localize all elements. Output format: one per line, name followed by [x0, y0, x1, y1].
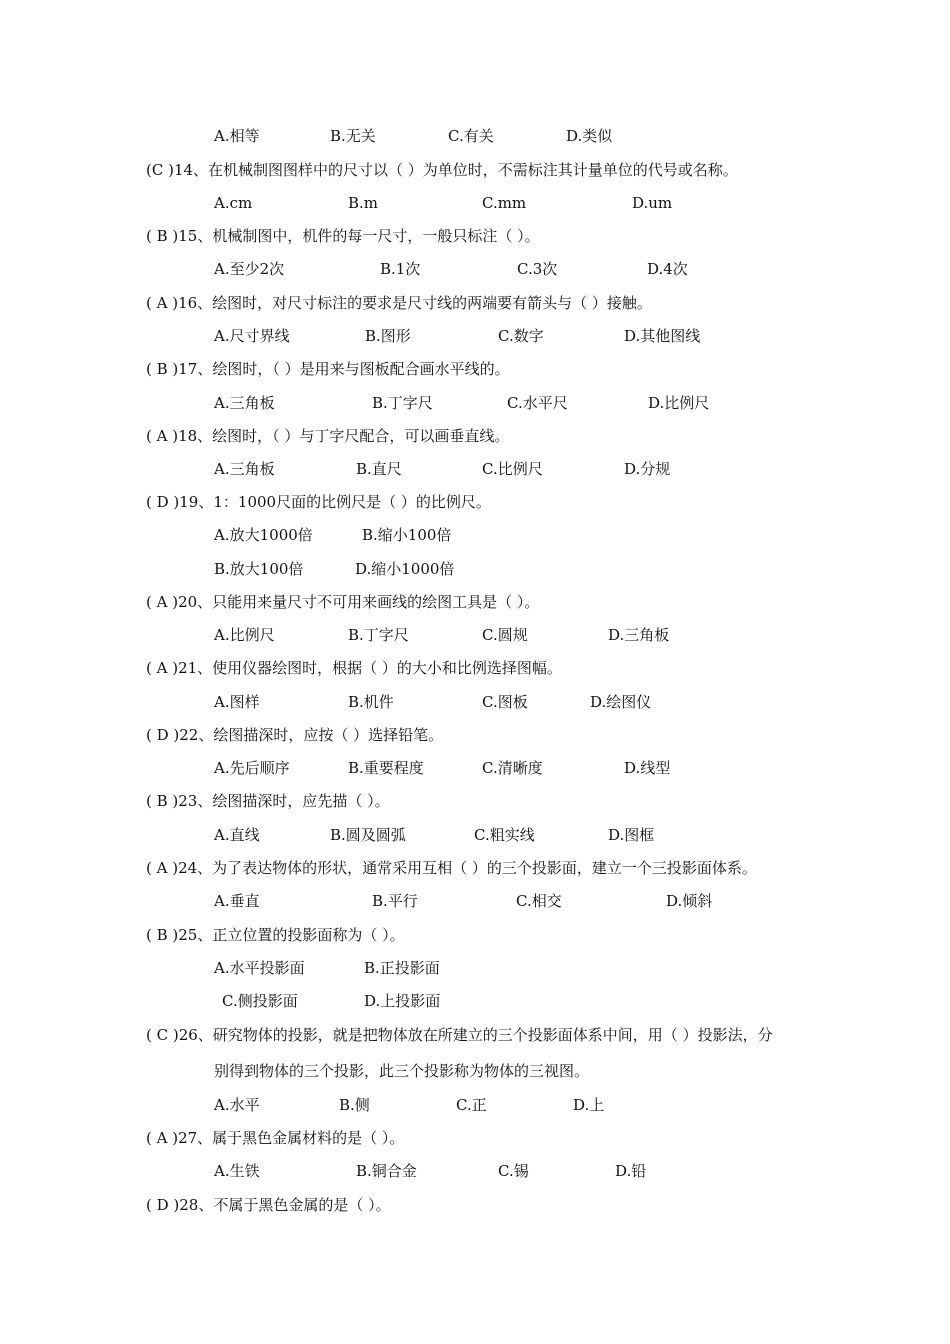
answer-option: A.尺寸界线: [214, 327, 290, 345]
question-text: ( D )19、1：1000尺面的比例尺是（ ）的比例尺。: [146, 493, 491, 511]
question-text: ( B )15、机械制图中，机件的每一尺寸，一般只标注（ ）。: [146, 227, 540, 245]
answer-option: C.锡: [498, 1162, 529, 1180]
answer-option: C.mm: [482, 194, 527, 212]
question-text: ( A )24、为了表达物体的形状，通常采用互相（ ）的三个投影面，建立一个三投影面体系。: [146, 859, 757, 877]
answer-option: A.cm: [214, 194, 253, 212]
answer-option: C.有关: [448, 127, 494, 145]
answer-option: A.比例尺: [214, 626, 275, 644]
question-text: ( B )25、正立位置的投影面称为（ ）。: [146, 926, 405, 944]
answer-option: B.无关: [330, 127, 376, 145]
answer-option: C.圆规: [482, 626, 528, 644]
answer-option: D.4次: [647, 260, 688, 278]
question-continuation: 别得到物体的三个投影，此三个投影称为物体的三视图。: [214, 1062, 590, 1080]
answer-option: A.直线: [214, 826, 260, 844]
question-text: ( D )28、不属于黑色金属的是（ ）。: [146, 1196, 391, 1214]
answer-option: A.三角板: [214, 394, 275, 412]
answer-option: C.数字: [498, 327, 544, 345]
answer-option: B.缩小100倍: [362, 526, 452, 544]
answer-option: C.图板: [482, 693, 528, 711]
answer-option: D.其他图线: [624, 327, 701, 345]
answer-option: A.相等: [214, 127, 260, 145]
answer-option: C.侧投影面: [222, 992, 298, 1010]
answer-option: C.正: [456, 1096, 487, 1114]
answer-option: D.图框: [608, 826, 655, 844]
answer-option: D.三角板: [608, 626, 670, 644]
answer-option: C.3次: [517, 260, 558, 278]
answer-option: C.清晰度: [482, 759, 543, 777]
question-text: ( A )16、绘图时，对尺寸标注的要求是尺寸线的两端要有箭头与（ ）接触。: [146, 294, 652, 312]
answer-option: B.直尺: [356, 460, 402, 478]
answer-option: B.铜合金: [356, 1162, 417, 1180]
answer-option: B.正投影面: [364, 959, 440, 977]
answer-option: D.类似: [566, 127, 613, 145]
question-text: ( B )17、绘图时，（ ）是用来与图板配合画水平线的。: [146, 360, 510, 378]
question-text: ( A )20、只能用来量尺寸不可用来画线的绘图工具是（ ）。: [146, 593, 540, 611]
answer-option: C.水平尺: [507, 394, 568, 412]
answer-option: B.放大100倍: [214, 560, 304, 578]
answer-option: A.至少2次: [214, 260, 285, 278]
answer-option: A.三角板: [214, 460, 275, 478]
answer-option: B.机件: [348, 693, 394, 711]
answer-option: C.相交: [516, 892, 562, 910]
question-text: ( C )26、研究物体的投影，就是把物体放在所建立的三个投影面体系中间，用（ ）投影法，分: [146, 1026, 773, 1044]
answer-option: B.圆及圆弧: [330, 826, 406, 844]
question-text: ( A )21、使用仪器绘图时，根据（ ）的大小和比例选择图幅。: [146, 659, 562, 677]
answer-option: D.上: [573, 1096, 605, 1114]
answer-option: D.um: [632, 194, 673, 212]
answer-option: C.粗实线: [474, 826, 535, 844]
answer-option: D.比例尺: [648, 394, 710, 412]
question-text: ( B )23、绘图描深时，应先描（ ）。: [146, 792, 390, 810]
question-text: ( D )22、绘图描深时，应按（ ）选择铅笔。: [146, 726, 444, 744]
answer-option: A.垂直: [214, 892, 260, 910]
answer-option: C.比例尺: [482, 460, 543, 478]
question-text: (C )14、在机械制图图样中的尺寸以（ ）为单位时，不需标注其计量单位的代号或名称。: [146, 161, 738, 179]
answer-option: D.分规: [624, 460, 671, 478]
answer-option: D.上投影面: [364, 992, 441, 1010]
answer-option: B.m: [348, 194, 379, 212]
answer-option: D.铅: [615, 1162, 647, 1180]
answer-option: A.放大1000倍: [214, 526, 313, 544]
answer-option: B.平行: [372, 892, 418, 910]
answer-option: D.线型: [624, 759, 671, 777]
answer-option: A.水平: [214, 1096, 260, 1114]
answer-option: B.丁字尺: [372, 394, 433, 412]
answer-option: A.水平投影面: [214, 959, 305, 977]
answer-option: B.重要程度: [348, 759, 424, 777]
answer-option: D.倾斜: [666, 892, 713, 910]
answer-option: B.1次: [380, 260, 421, 278]
answer-option: A.生铁: [214, 1162, 260, 1180]
answer-option: A.图样: [214, 693, 260, 711]
answer-option: A.先后顺序: [214, 759, 290, 777]
answer-option: D.绘图仪: [590, 693, 652, 711]
answer-option: B.丁字尺: [348, 626, 409, 644]
answer-option: B.侧: [339, 1096, 370, 1114]
question-text: ( A )18、绘图时，（ ）与丁字尺配合，可以画垂直线。: [146, 427, 510, 445]
answer-option: D.缩小1000倍: [355, 560, 455, 578]
answer-option: B.图形: [365, 327, 411, 345]
question-text: ( A )27、属于黑色金属材料的是（ ）。: [146, 1129, 405, 1147]
